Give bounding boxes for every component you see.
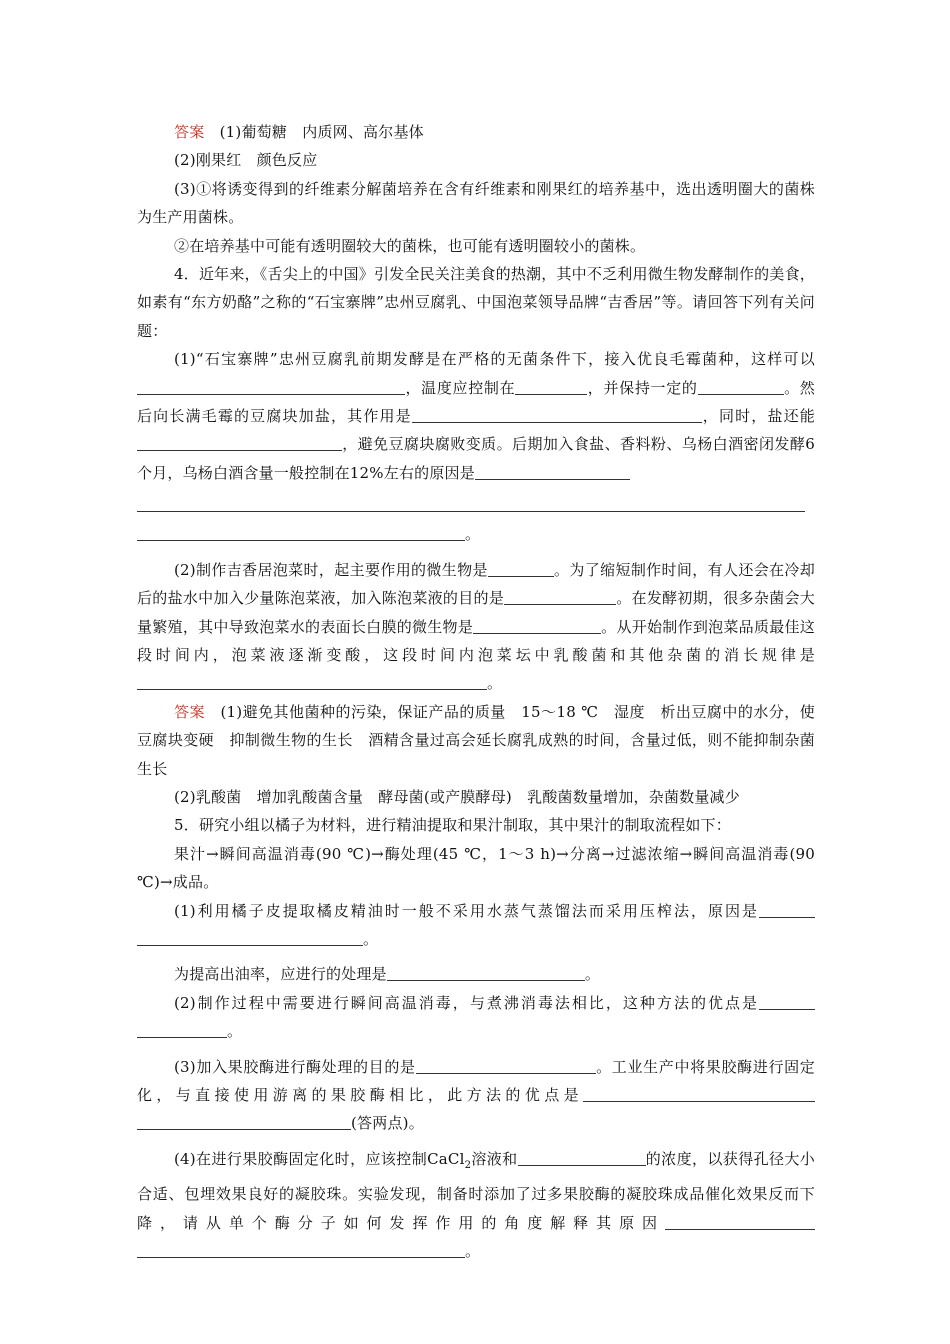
punctuation: 。 [465,525,481,544]
subscript: 2 [464,1159,472,1171]
punctuation: 。 [584,965,601,984]
question-5-part-1 [137,897,815,954]
question-text: (答两点)。 [351,1114,424,1133]
question-text: (2)制作过程中需要进行瞬间高温消毒，与煮沸消毒法相比，这种方法的优点是 [174,993,759,1012]
question-text: ，温度应控制在 [405,378,516,397]
answer-text: (1)避免其他菌种的污染，保证产品的质量 15～18 ℃ 湿度 析出豆腐中的水分，使豆腐块变硬 抑制微生物的生长 酒精含量过高会延长腐乳成熟的时间，含量过低，则不能抑制杂菌生长 [137,702,815,778]
answer-3-line-2: (2)刚果红 颜色反应 [174,151,318,170]
punctuation: 。 [465,1242,481,1261]
answer-blank[interactable] [504,589,616,605]
answer-blank[interactable] [416,1058,596,1074]
answer-4-line-2: (2)乳酸菌 增加乳酸菌含量 酵母菌(或产膜酵母) 乳酸菌数量增加，杂菌数量减少 [174,787,740,806]
question-text: 。从开始制作到泡菜品质最佳这段时间内，泡菜液逐渐变酸，这段时间内泡菜坛中乳酸菌和其他杂菌的消长规律是 [137,617,815,664]
answer-text: (1)葡萄糖 内质网、高尔基体 [219,123,424,141]
question-5-stem: 5．研究小组以橘子为材料，进行精油提取和果汁制取，其中果汁的制取流程如下： [174,816,731,835]
answer-label: 答案 [174,702,205,721]
answer-blank[interactable] [137,1022,227,1038]
answer-blank-line[interactable] [137,491,805,512]
answer-blank[interactable] [475,464,630,480]
answer-blank[interactable] [583,1086,815,1102]
answer-blank[interactable] [412,407,702,423]
question-5-part-4 [137,1145,815,1266]
question-text: 。在发酵初期，很多杂菌会大量繁殖，其中导致泡菜水的表面长白膜的微生物是 [137,589,815,636]
answer-blank[interactable] [137,525,465,541]
question-text: 。工业生产中将果胶酶进行固定化，与直接使用游离的果胶酶相比，此方法的优点是 [137,1057,815,1104]
question-text: 溶液和 [471,1149,518,1168]
answer-3-line-3: (3)①将诱变得到的纤维素分解菌培养在含有纤维素和刚果红的培养基中，选出透明圈大的菌株为生产用菌株。 [137,179,815,227]
page-content [137,118,815,1265]
question-5-part-1b [137,960,815,988]
question-text: ，避免豆腐块腐败变质。后期加入食盐、香料粉、乌杨白酒密闭发酵6个月，乌杨白酒含量一般控制在12%左右的原因是 [137,435,815,482]
answer-blank[interactable] [137,379,405,395]
answer-blank[interactable] [759,902,815,918]
question-text: 为提高出油率，应进行的处理是 [174,965,387,984]
answer-4-line-1 [137,698,815,783]
question-text: (1)“石宝寨牌”忠州豆腐乳前期发酵是在严格的无菌条件下，接入优良毛霉菌种，这样可以 [174,350,815,369]
punctuation: 。 [363,929,379,948]
answer-blank[interactable] [137,674,487,690]
question-text: 。然后向长满毛霉的豆腐块加盐，其作用是 [137,378,816,426]
question-text: (3)加入果胶酶进行酶处理的目的是 [174,1057,416,1076]
answer-blank[interactable] [698,379,784,395]
question-5-flow: 果汁→瞬间高温消毒(90 ℃)→酶处理(45 ℃，1～3 h)→分离→过滤浓缩→瞬间高温消毒(90 ℃)→成品。 [137,844,815,892]
question-text: (1)利用橘子皮提取橘皮精油时一般不采用水蒸气蒸馏法而采用压榨法，原因是 [174,901,759,920]
answer-blank[interactable] [137,1114,351,1130]
question-text: ，同时，盐还能 [701,407,815,426]
answer-blank[interactable] [137,435,342,451]
answer-blank[interactable] [665,1214,815,1230]
punctuation: 。 [487,674,503,693]
answer-label: 答案 [174,123,205,141]
question-4-part-1 [137,345,815,487]
answer-blank[interactable] [387,965,585,981]
question-text: (4)在进行果胶酶固定化时，应该控制CaCl [174,1149,465,1168]
question-5-part-3 [137,1053,815,1138]
question-text: 的浓度，以获得孔径大小合适、包埋效果良好的凝胶珠。实验发现，制备时添加了过多果胶酶的凝胶珠成品催化效果反而下降，请从单个酶分子如何发挥作用的角度解释其原因 [137,1149,816,1232]
question-4-part-2 [137,556,815,698]
question-text: (2)制作吉香居泡菜时，起主要作用的微生物是 [174,560,488,579]
punctuation: 。 [227,1022,243,1041]
answer-blank[interactable] [518,1150,646,1166]
answer-blank[interactable] [488,561,554,577]
answer-blank[interactable] [515,379,587,395]
question-text: 。为了缩短制作时间，有人还会在冷却后的盐水中加入少量陈泡菜液，加入陈泡菜液的目的是 [137,560,815,608]
question-5-part-2 [137,989,815,1046]
answer-blank[interactable] [473,618,601,634]
answer-blank[interactable] [759,994,815,1010]
answer-blank[interactable] [137,930,363,946]
answer-blank[interactable] [137,1242,465,1258]
answer-3-line-4: ②在培养基中可能有透明圈较大的菌株，也可能有透明圈较小的菌株。 [174,236,646,255]
question-4-part-1-end [137,520,815,548]
question-text: ，并保持一定的 [587,378,698,397]
answer-3-line-1 [137,118,815,146]
question-4-stem: 4．近年来，《舌尖上的中国》引发全民关注美食的热潮，其中不乏利用微生物发酵制作的美食，如素有“东方奶酪”之称的“石宝寨牌”忠州豆腐乳、中国泡菜领导品牌“吉香居”等。请回答下列有关问题： [137,265,815,340]
